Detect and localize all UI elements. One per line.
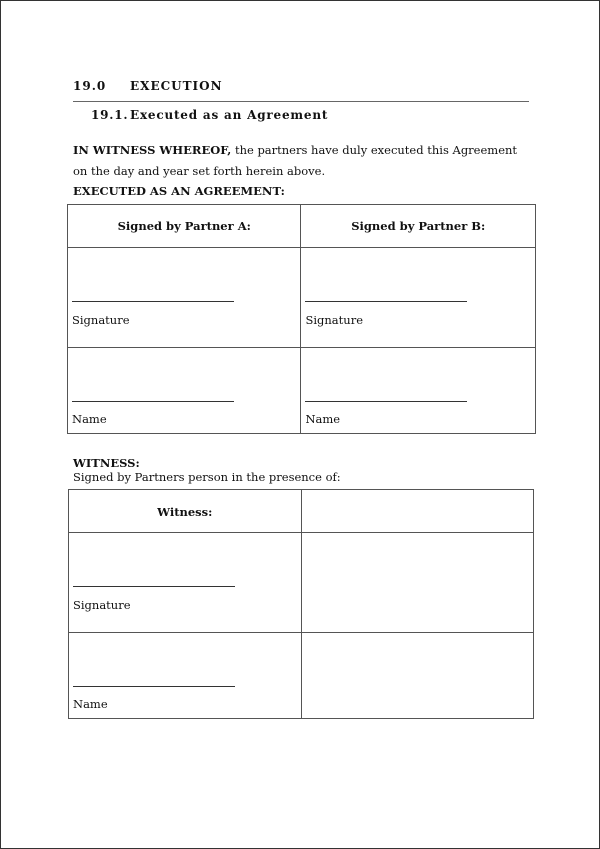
witness-signature-label: Signature xyxy=(73,598,131,612)
partner-b-name-label: Name xyxy=(305,412,341,426)
partner-b-name-cell[interactable] xyxy=(301,348,536,434)
partner-a-header-cell xyxy=(68,205,301,248)
partner-a-signature-cell[interactable] xyxy=(68,248,301,348)
subsection-heading xyxy=(91,108,328,122)
witness-header-empty-cell xyxy=(301,490,534,533)
witness-name-label: Name xyxy=(73,697,108,711)
partner-a-name-line xyxy=(72,401,234,402)
witness-label: WITNESS: xyxy=(73,456,140,470)
witness-clause-paragraph xyxy=(73,140,531,182)
subsection-title: Executed as an Agreement xyxy=(130,108,329,122)
witness-header-cell xyxy=(69,490,302,533)
partner-a-signature-line xyxy=(72,301,234,302)
partner-b-signature-label: Signature xyxy=(305,313,363,327)
witness-signature-cell[interactable] xyxy=(69,533,302,633)
witness-clause-text: the partners have duly executed this Agreement on the day and year set forth herein above. xyxy=(73,143,518,178)
witness-signature-table xyxy=(68,489,534,719)
partner-a-name-cell[interactable] xyxy=(68,348,301,434)
partner-b-signature-cell[interactable] xyxy=(301,248,536,348)
subsection-number: 19.1. xyxy=(91,108,129,122)
heading-divider xyxy=(73,101,529,102)
executed-as-agreement-label: EXECUTED AS AN AGREEMENT: xyxy=(73,184,285,198)
partner-a-header: Signed by Partner A: xyxy=(117,219,251,233)
partner-a-name-label: Name xyxy=(72,412,107,426)
partner-b-header: Signed by Partner B: xyxy=(351,219,486,233)
witness-signature-empty-cell xyxy=(301,533,534,633)
section-number: 19.0 xyxy=(73,79,107,93)
witness-name-empty-cell xyxy=(301,633,534,719)
section-heading xyxy=(73,79,529,93)
witness-name-line xyxy=(73,686,235,687)
partner-b-header-cell xyxy=(301,205,536,248)
witness-signature-line xyxy=(73,586,235,587)
partner-b-name-line xyxy=(305,401,467,402)
witness-name-cell[interactable] xyxy=(69,633,302,719)
witness-clause-lead: IN WITNESS WHEREOF, xyxy=(73,143,232,157)
witness-header: Witness: xyxy=(157,505,213,519)
partner-a-signature-label: Signature xyxy=(72,313,130,327)
partner-b-signature-line xyxy=(305,301,467,302)
section-title: EXECUTION xyxy=(130,79,223,93)
partners-signature-table xyxy=(67,204,536,434)
witness-subtitle: Signed by Partners person in the presence of: xyxy=(73,470,341,484)
